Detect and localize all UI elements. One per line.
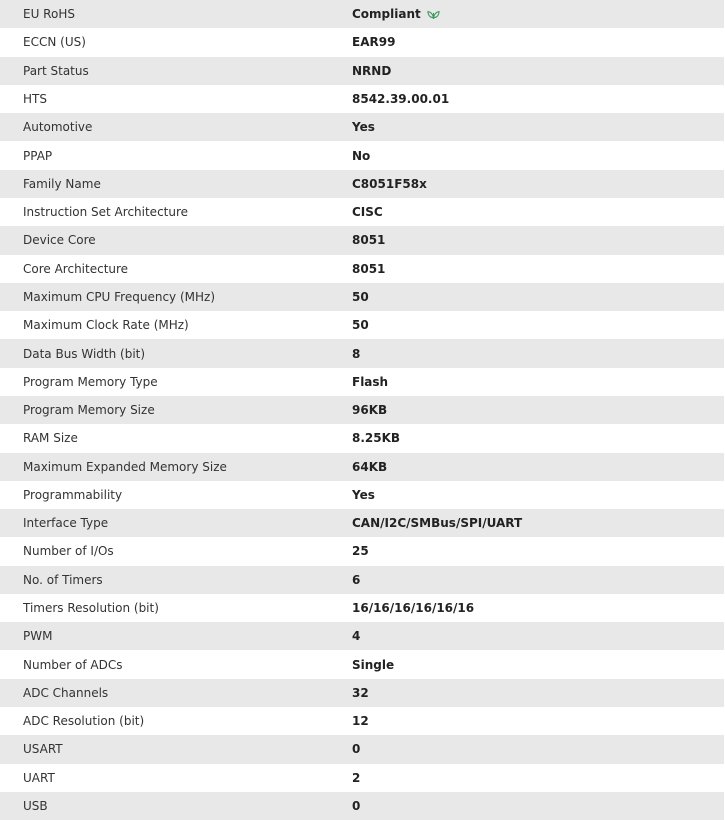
spec-label: Interface Type (23, 516, 109, 531)
spec-row (0, 594, 724, 622)
spec-value (352, 290, 724, 304)
spec-label: ECCN (US) (23, 35, 86, 50)
spec-row (0, 255, 724, 283)
spec-value (352, 233, 724, 247)
spec-row (0, 650, 724, 678)
spec-value-text: 0 (352, 799, 361, 814)
spec-value-text: CAN/I2C/SMBus/SPI/UART (352, 516, 523, 531)
spec-row (0, 396, 724, 424)
spec-row (0, 283, 724, 311)
spec-value (352, 318, 724, 332)
spec-label: UART (23, 770, 55, 785)
spec-value-text: Single (352, 657, 395, 672)
spec-value (352, 714, 724, 728)
spec-value-text: 6 (352, 572, 361, 587)
spec-label: PWM (23, 629, 53, 644)
spec-label: Core Architecture (23, 261, 129, 276)
spec-row (0, 226, 724, 254)
spec-value-text: 32 (352, 685, 369, 700)
spec-row (0, 57, 724, 85)
spec-value-text: 8 (352, 346, 361, 361)
spec-label: ADC Resolution (bit) (23, 714, 145, 729)
spec-label: HTS (23, 91, 47, 106)
spec-value (352, 177, 724, 191)
spec-value (352, 629, 724, 643)
spec-value (352, 742, 724, 756)
spec-value (352, 347, 724, 361)
spec-value (352, 460, 724, 474)
spec-value (352, 431, 724, 445)
spec-label: Number of ADCs (23, 657, 123, 672)
spec-value-text: Compliant (352, 7, 421, 22)
spec-row (0, 679, 724, 707)
spec-label: Instruction Set Architecture (23, 205, 189, 220)
spec-row (0, 339, 724, 367)
spec-row (0, 537, 724, 565)
leaf-icon (427, 9, 440, 20)
spec-value-text: 16/16/16/16/16/16 (352, 601, 475, 616)
spec-value-text: Yes (352, 487, 375, 502)
spec-row (0, 368, 724, 396)
spec-label: Automotive (23, 120, 93, 135)
spec-label: Program Memory Size (23, 403, 155, 418)
spec-row (0, 198, 724, 226)
spec-row (0, 141, 724, 169)
spec-label: Maximum CPU Frequency (MHz) (23, 289, 215, 304)
spec-value (352, 149, 724, 163)
spec-label: Timers Resolution (bit) (23, 601, 159, 616)
spec-value (352, 120, 724, 134)
spec-value (352, 488, 724, 502)
spec-value (352, 35, 724, 49)
spec-value (352, 544, 724, 558)
spec-label: EU RoHS (23, 7, 75, 22)
spec-row (0, 28, 724, 56)
spec-row (0, 0, 724, 28)
spec-value-text: 2 (352, 770, 361, 785)
spec-value-text: 4 (352, 629, 361, 644)
spec-row (0, 792, 724, 820)
spec-value-text: Yes (352, 120, 375, 135)
spec-row (0, 622, 724, 650)
spec-value (352, 92, 724, 106)
spec-value-text: 0 (352, 742, 361, 757)
spec-label: No. of Timers (23, 572, 103, 587)
spec-value (352, 262, 724, 276)
spec-label: ADC Channels (23, 685, 109, 700)
spec-value-text: EAR99 (352, 35, 396, 50)
spec-value (352, 573, 724, 587)
spec-label: RAM Size (23, 431, 78, 446)
spec-label: Family Name (23, 176, 101, 191)
spec-value (352, 658, 724, 672)
spec-row (0, 707, 724, 735)
spec-label: Number of I/Os (23, 544, 114, 559)
spec-row (0, 566, 724, 594)
spec-value-text: C8051F58x (352, 176, 427, 191)
spec-value-text: Flash (352, 374, 389, 389)
spec-value-text: 8051 (352, 261, 386, 276)
spec-label: Data Bus Width (bit) (23, 346, 146, 361)
spec-label: Program Memory Type (23, 374, 158, 389)
spec-row (0, 453, 724, 481)
spec-value-text: 8.25KB (352, 431, 401, 446)
spec-value-text: 64KB (352, 459, 388, 474)
spec-value (352, 375, 724, 389)
spec-value (352, 601, 724, 615)
spec-label: USART (23, 742, 63, 757)
spec-value-text: 50 (352, 318, 369, 333)
spec-row (0, 424, 724, 452)
spec-label: USB (23, 799, 48, 814)
spec-value (352, 686, 724, 700)
spec-value (352, 7, 724, 21)
spec-row (0, 735, 724, 763)
spec-row (0, 481, 724, 509)
spec-label: Part Status (23, 63, 89, 78)
spec-value (352, 205, 724, 219)
spec-value-text: 8542.39.00.01 (352, 91, 450, 106)
spec-value-text: No (352, 148, 371, 163)
spec-label: PPAP (23, 148, 53, 163)
spec-row (0, 764, 724, 792)
spec-value-text: 96KB (352, 403, 388, 418)
spec-label: Maximum Expanded Memory Size (23, 459, 227, 474)
spec-row (0, 509, 724, 537)
spec-value-text: CISC (352, 205, 383, 220)
spec-value (352, 403, 724, 417)
spec-value-text: 8051 (352, 233, 386, 248)
spec-value-text: 50 (352, 289, 369, 304)
spec-value-text: 12 (352, 714, 369, 729)
spec-label: Programmability (23, 487, 123, 502)
spec-row (0, 311, 724, 339)
spec-row (0, 113, 724, 141)
spec-value (352, 516, 724, 530)
spec-row (0, 85, 724, 113)
spec-value-text: 25 (352, 544, 369, 559)
spec-value (352, 771, 724, 785)
spec-label: Maximum Clock Rate (MHz) (23, 318, 189, 333)
spec-label: Device Core (23, 233, 96, 248)
spec-row (0, 170, 724, 198)
spec-value (352, 799, 724, 813)
spec-value-text: NRND (352, 63, 392, 78)
spec-value (352, 64, 724, 78)
